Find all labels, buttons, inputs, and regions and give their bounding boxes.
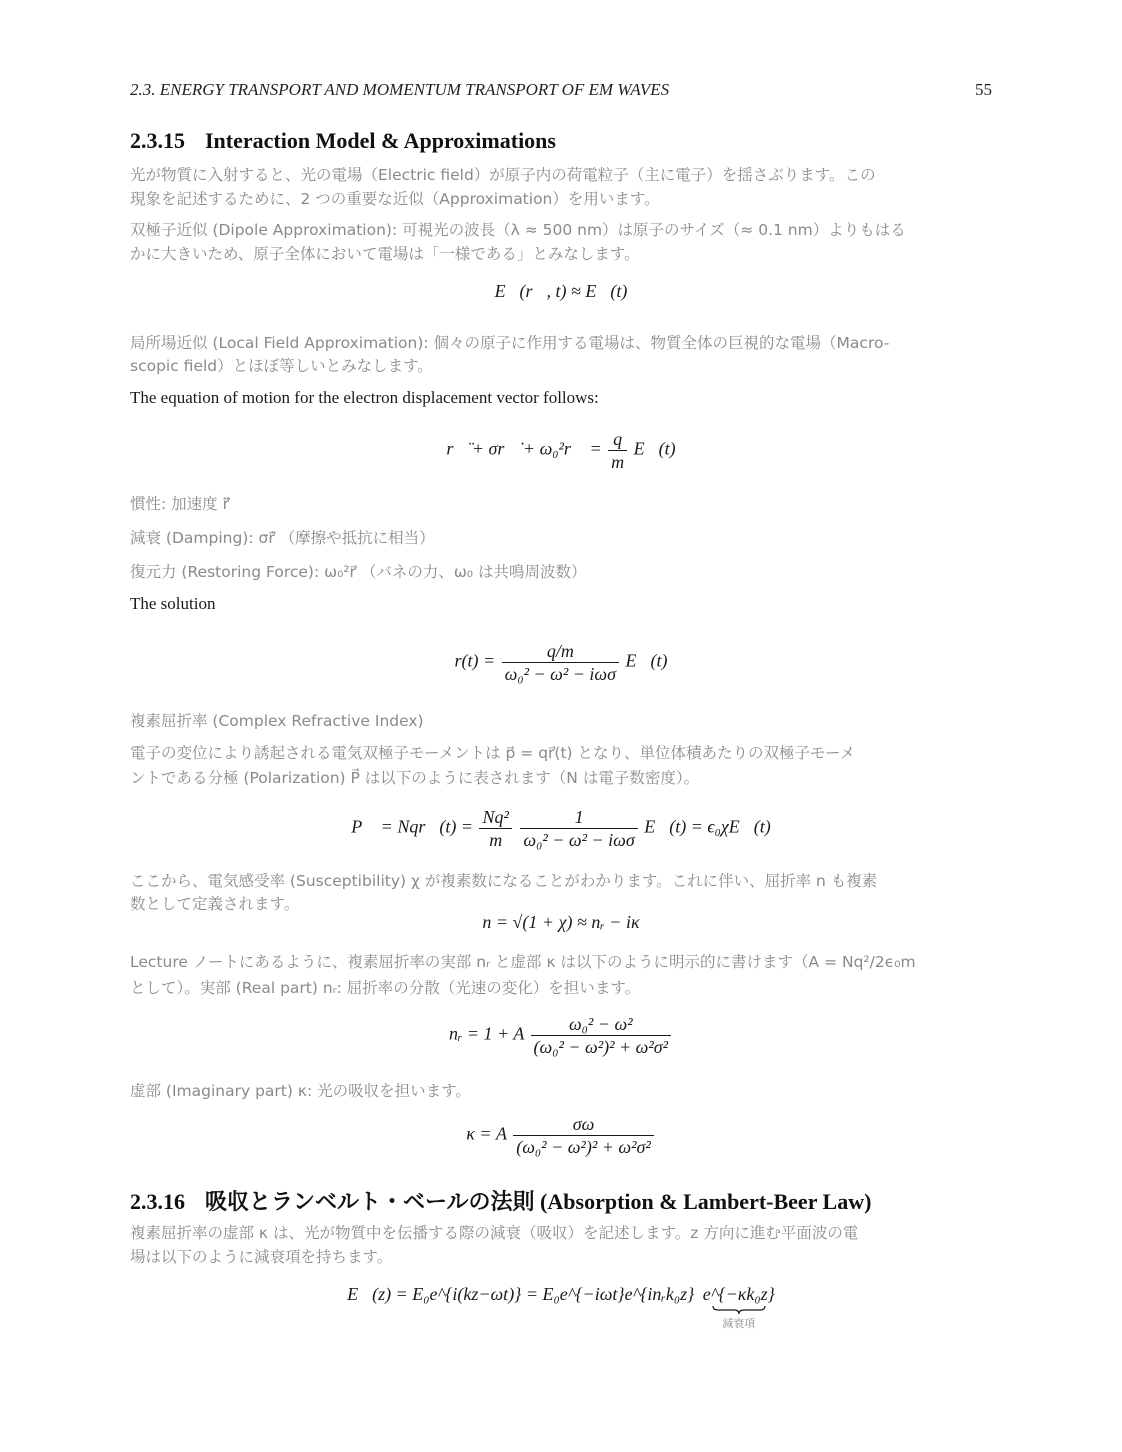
equation-plane-wave [130, 1284, 992, 1331]
eq-pol-den-1: m [489, 830, 503, 850]
eq-sol-lhs: r(t) = [454, 650, 496, 671]
eq-nr-fraction [531, 1013, 672, 1058]
eq-k-num: σω [513, 1113, 654, 1136]
eq-motion-fraction [608, 428, 627, 473]
equation-solution [130, 640, 992, 685]
eq-sol-fraction [502, 640, 619, 685]
eq-motion-num: q [608, 428, 627, 451]
absorption-line-1: 複素屈折率の虚部 κ は、光が物質中を伝播する際の減衰（吸収）を記述します。z 方向に進む平面波の電 [130, 1224, 859, 1242]
section-heading-2-3-16 [130, 1185, 871, 1216]
eq-sol-den: ω₀² − ω² − iωσ [504, 664, 616, 684]
lecture-line-2: として）。実部 (Real part) nᵣ: 屈折率の分散（光速の変化）を担います。 [130, 979, 641, 997]
complex-refractive-index-heading: 複素屈折率 (Complex Refractive Index) [130, 712, 424, 730]
eq-wave-damp: e^{−κk₀z} [702, 1284, 775, 1304]
absorption-line-2: 場は以下のように減衰項を持ちます。 [130, 1248, 393, 1266]
eq-k-lhs: κ = A [466, 1123, 507, 1144]
equation-dipole: E⃗(r⃗, t) ≈ E⃗(t) [494, 281, 628, 301]
underbrace-icon [712, 1305, 766, 1315]
local-field-line-1: 局所場近似 (Local Field Approximation): 個々の原子に作用する電場は、物質全体の巨視的な電場（Macro- [130, 334, 890, 352]
running-title: 2.3. ENERGY TRANSPORT AND MOMENTUM TRANSPORT OF EM WAVES [130, 80, 670, 99]
section-number: 2.3.15 [130, 128, 185, 153]
eq-pol-rhs: E⃗(t) = ϵ₀χE⃗(t) [644, 816, 771, 837]
eq-nr-num: ω₀² − ω² [531, 1013, 672, 1036]
equation-imaginary-part [130, 1113, 992, 1158]
dipole-line-2: かに大きいため、原子全体において電場は「一様である」とみなします。 [130, 245, 640, 263]
eq-pol-fraction-1 [479, 806, 511, 851]
eq-nr-lhs: nᵣ = 1 + A [448, 1023, 525, 1044]
eq-motion-rhs: E⃗(t) [633, 438, 676, 459]
eq-k-fraction [513, 1113, 654, 1158]
damping-term-label: 減衰項 [722, 1317, 756, 1330]
damping-line: 減衰 (Damping): σr⃗̇ （摩擦や抵抗に相当） [130, 529, 435, 547]
equation-refractive-index: n = √(1 + χ) ≈ nᵣ − iκ [482, 912, 640, 932]
restoring-line: 復元力 (Restoring Force): ω₀²r⃗ （バネの力、ω₀ は共鳴周波数） [130, 563, 587, 581]
susceptibility-line-2: 数として定義されます。 [130, 895, 300, 913]
local-field-line-2: scopic field）とほぼ等しいとみなします。 [130, 357, 433, 375]
section-number-2: 2.3.16 [130, 1189, 185, 1214]
motion-intro: The equation of motion for the electron displacement vector follows: [130, 388, 599, 407]
solution-intro: The solution [130, 594, 216, 613]
susceptibility-line-1: ここから、電気感受率 (Susceptibility) χ が複素数になることがわかります。これに伴い、屈折率 n も複素 [130, 872, 878, 890]
inertia-line: 慣性: 加速度 r⃗̈ [130, 495, 229, 513]
eq-nr-den: (ω₀² − ω²)² + ω²σ² [533, 1037, 669, 1057]
eq-pol-lhs: P⃗ = Nqr⃗(t) = [351, 816, 473, 837]
eq-motion-den: m [611, 452, 625, 472]
eq-pol-fraction-2 [520, 806, 637, 851]
eq-pol-den-2: ω₀² − ω² − iωσ [523, 830, 635, 850]
polarization-line-2: ントである分極 (Polarization) P⃗ は以下のように表されます（N は電子数密度）。 [130, 769, 700, 787]
section-title-2: 吸収とランベルト・ベールの法則 (Absorption & Lambert-Beer Law) [205, 1189, 872, 1214]
eq-k-den: (ω₀² − ω²)² + ω²σ² [516, 1137, 651, 1157]
section-heading-2-3-15 [130, 128, 556, 154]
damping-term-group [703, 1284, 775, 1331]
equation-motion [130, 428, 992, 473]
section-title: Interaction Model & Approximations [205, 128, 556, 153]
page-number: 55 [975, 80, 992, 99]
running-header [130, 80, 992, 100]
equation-polarization [130, 806, 992, 851]
eq-motion-lhs: r⃗̈ + σr⃗̇ + ω₀²r⃗ = [446, 438, 602, 459]
intro-line-1: 光が物質に入射すると、光の電場（Electric field）が原子内の荷電粒子（主に電子）を揺さぶります。この [130, 166, 876, 184]
intro-line-2: 現象を記述するために、2 つの重要な近似（Approximation）を用います。 [130, 190, 660, 208]
eq-sol-rhs: E⃗(t) [625, 650, 668, 671]
eq-pol-num-1: Nq² [479, 806, 511, 829]
eq-sol-num: q/m [502, 640, 619, 663]
eq-pol-num-2: 1 [520, 806, 637, 829]
polarization-line-1: 電子の変位により誘起される電気双極子モーメントは p⃗ = qr⃗(t) となり、単位体積あたりの双極子モーメ [130, 744, 856, 762]
equation-real-part [130, 1013, 992, 1058]
lecture-line-1: Lecture ノートにあるように、複素屈折率の実部 nᵣ と虚部 κ は以下のように明示的に書けます（A = Nq²/2ϵ₀m [130, 953, 916, 971]
eq-wave-main: E⃗(z) = E₀e^{i(kz−ωt)} = E₀e^{−iωt}e^{inᵣk₀z} [347, 1284, 695, 1304]
imaginary-part-line: 虚部 (Imaginary part) κ: 光の吸収を担います。 [130, 1082, 471, 1100]
dipole-line-1: 双極子近似 (Dipole Approximation): 可視光の波長（λ ≈ 500 nm）は原子のサイズ（≈ 0.1 nm）よりもはる [130, 221, 906, 239]
